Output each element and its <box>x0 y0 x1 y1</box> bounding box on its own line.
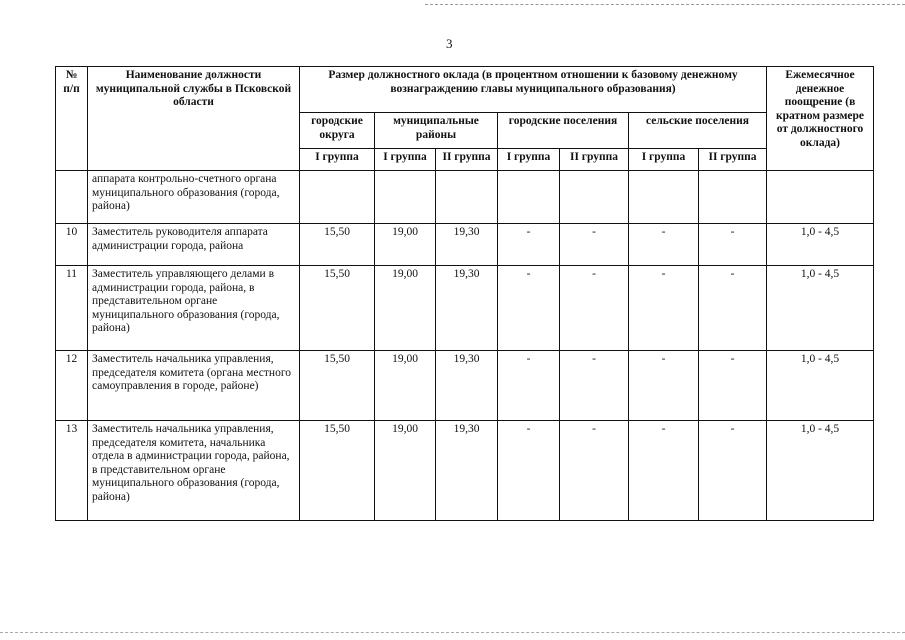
row-number: 11 <box>56 266 88 351</box>
cell-value <box>436 171 498 224</box>
cell-value: - <box>629 266 699 351</box>
header-group: II группа <box>699 149 767 171</box>
cell-value: - <box>498 224 560 266</box>
row-position: Заместитель управляющего делами в администрации города, района, в представительном органе муниципального образования (города, района) <box>88 266 300 351</box>
scan-edge-top <box>425 4 905 5</box>
cell-value: - <box>629 421 699 521</box>
cell-value: - <box>699 266 767 351</box>
table-row <box>56 266 874 351</box>
cell-value: - <box>498 351 560 421</box>
cell-value: - <box>498 421 560 521</box>
row-number <box>56 171 88 224</box>
cell-value: 19,00 <box>375 224 436 266</box>
cell-value: - <box>498 266 560 351</box>
cell-value <box>629 171 699 224</box>
header-urban-districts: городские округа <box>300 113 375 149</box>
cell-value: - <box>699 351 767 421</box>
cell-value <box>560 171 629 224</box>
salary-table <box>55 66 874 521</box>
table-row <box>56 224 874 266</box>
cell-value: - <box>699 224 767 266</box>
cell-value <box>375 171 436 224</box>
cell-value <box>699 171 767 224</box>
cell-value: 19,30 <box>436 224 498 266</box>
cell-value: 19,00 <box>375 421 436 521</box>
cell-bonus: 1,0 - 4,5 <box>767 224 874 266</box>
table-row <box>56 351 874 421</box>
row-position: Заместитель начальника управления, председателя комитета (органа местного самоуправления в городе, районе) <box>88 351 300 421</box>
header-group: II группа <box>560 149 629 171</box>
row-number: 12 <box>56 351 88 421</box>
header-group: I группа <box>375 149 436 171</box>
cell-value: 15,50 <box>300 224 375 266</box>
cell-value: - <box>560 266 629 351</box>
cell-value: 19,30 <box>436 266 498 351</box>
cell-value: - <box>629 224 699 266</box>
cell-value <box>300 171 375 224</box>
row-position: Заместитель начальника управления, председателя комитета, начальника отдела в администрации города, района, в представительном органе муниципального образования (города, района) <box>88 421 300 521</box>
header-municipal-districts: муниципальные районы <box>375 113 498 149</box>
header-salary: Размер должностного оклада (в процентном отношении к базовому денежному вознаграждению главы муниципального образования) <box>300 67 767 113</box>
table-row <box>56 171 874 224</box>
cell-value <box>498 171 560 224</box>
cell-value: 19,00 <box>375 351 436 421</box>
row-position: Заместитель руководителя аппарата администрации города, района <box>88 224 300 266</box>
cell-bonus <box>767 171 874 224</box>
cell-bonus: 1,0 - 4,5 <box>767 266 874 351</box>
cell-value: - <box>560 421 629 521</box>
cell-value: - <box>560 224 629 266</box>
cell-value: 19,00 <box>375 266 436 351</box>
cell-value: - <box>699 421 767 521</box>
cell-bonus: 1,0 - 4,5 <box>767 421 874 521</box>
cell-value: 19,30 <box>436 351 498 421</box>
table-row <box>56 421 874 521</box>
row-number: 10 <box>56 224 88 266</box>
header-rural-settlements: сельские поселения <box>629 113 767 149</box>
row-number: 13 <box>56 421 88 521</box>
header-urban-settlements: городские поселения <box>498 113 629 149</box>
cell-bonus: 1,0 - 4,5 <box>767 351 874 421</box>
cell-value: 19,30 <box>436 421 498 521</box>
cell-value: - <box>629 351 699 421</box>
header-group: I группа <box>498 149 560 171</box>
cell-value: - <box>560 351 629 421</box>
header-num: № п/п <box>56 67 88 171</box>
row-position: аппарата контрольно-счетного органа муниципального образования (города, района) <box>88 171 300 224</box>
header-group: II группа <box>436 149 498 171</box>
cell-value: 15,50 <box>300 421 375 521</box>
header-group: I группа <box>629 149 699 171</box>
page-number: 3 <box>446 36 453 51</box>
scan-edge-bottom <box>0 632 905 633</box>
cell-value: 15,50 <box>300 351 375 421</box>
header-name: Наименование должности муниципальной службы в Псковской области <box>88 67 300 171</box>
header-group: I группа <box>300 149 375 171</box>
cell-value: 15,50 <box>300 266 375 351</box>
header-bonus: Ежемесячное денежное поощрение (в кратном размере от должностного оклада) <box>767 67 874 171</box>
